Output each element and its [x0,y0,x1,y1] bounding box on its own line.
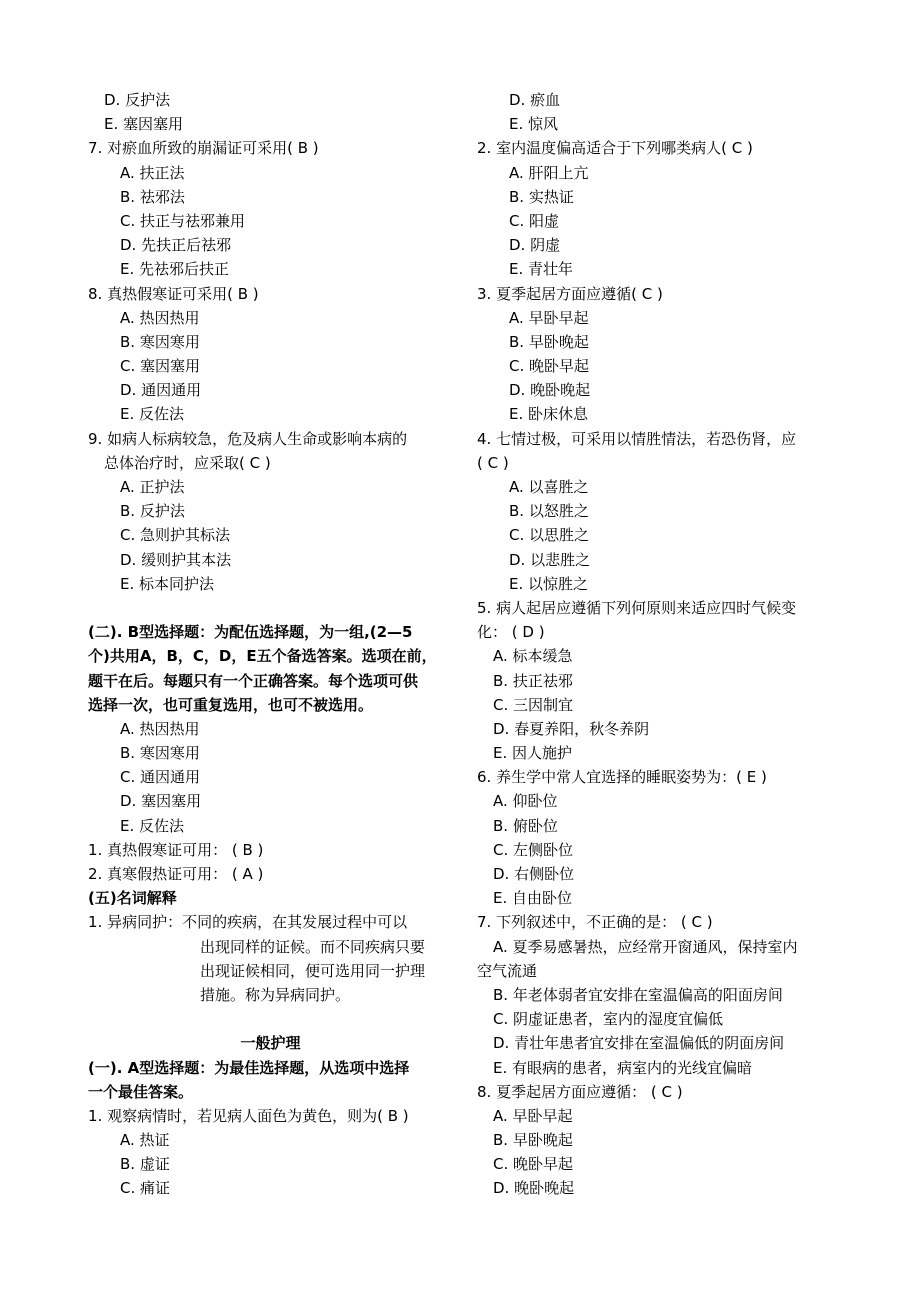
text-line: E. 塞因塞用 [104,115,184,134]
text-line: 6. 养生学中常人宜选择的睡眠姿势为：( E ) [477,768,767,787]
text-line: E. 自由卧位 [493,889,573,908]
text-line: 8. 夏季起居方面应遵循： ( C ) [477,1082,683,1101]
text-line: A. 标本缓急 [493,647,573,666]
text-line: A. 早卧早起 [509,308,589,327]
text-line: 8. 真热假寒证可采用( B ) [88,284,259,303]
text-line: C. 阴虚证患者，室内的湿度宜偏低 [493,1010,724,1029]
text-line: E. 标本同护法 [120,574,215,593]
text-line: C. 以思胜之 [509,526,590,545]
text-line: 1. 观察病情时，若见病人面色为黄色，则为( B ) [88,1106,409,1125]
text-line: E. 惊风 [509,115,559,134]
text-line: E. 卧床休息 [509,405,589,424]
text-line: (二). B型选择题：为配伍选择题，为一组,(2—5 [88,623,413,642]
text-line: (五)名词解释 [88,889,177,908]
text-line: E. 有眼病的患者，病室内的光线宜偏暗 [493,1058,753,1077]
text-line: C. 晚卧早起 [493,1155,574,1174]
text-line: B. 俯卧位 [493,816,558,835]
text-line: B. 扶正祛邪 [493,671,573,690]
text-line: B. 寒因寒用 [120,332,200,351]
text-line: C. 痛证 [120,1179,171,1198]
text-line: D. 晚卧晚起 [509,381,591,400]
text-line: E. 反佐法 [120,405,185,424]
text-line: 题干在后。每题只有一个正确答案。每个选项可供 [88,671,419,690]
text-line: E. 反佐法 [120,816,185,835]
text-line: 1. 异病同护：不同的疾病，在其发展过程中可以 [88,913,408,932]
text-line: C. 晚卧早起 [509,357,590,376]
text-line [88,596,453,620]
text-line: B. 实热证 [509,187,574,206]
text-line: D. 晚卧晚起 [493,1179,575,1198]
text-line: D. 反护法 [104,91,171,109]
text-line: A. 热因热用 [120,719,200,738]
text-line: B. 虚证 [120,1155,170,1174]
text-line: 出现同样的证候。而不同疾病只要 [200,937,426,956]
text-line: B. 反护法 [120,502,185,521]
text-line: 7. 下列叙述中，不正确的是： ( C ) [477,913,713,932]
text-line: 9. 如病人标病较急，危及病人生命或影响本病的 [88,429,408,448]
text-line: D. 以悲胜之 [509,550,591,569]
text-line: C. 三因制宜 [493,695,574,714]
text-line: C. 扶正与祛邪兼用 [120,211,246,230]
text-line: C. 急则护其标法 [120,526,231,545]
text-line: A. 热证 [120,1131,170,1150]
text-line [88,1007,453,1031]
text-line: 一般护理 [240,1034,301,1053]
text-line: A. 以喜胜之 [509,478,589,496]
text-line: C. 左侧卧位 [493,840,574,859]
text-line: B. 祛邪法 [120,187,185,206]
text-line: 空气流通 [477,961,538,980]
text-line: D. 塞因塞用 [120,792,202,811]
text-line: 化： ( D ) [477,623,545,642]
text-line: D. 春夏养阳，秋冬养阴 [493,719,650,738]
text-line: 7. 对瘀血所致的崩漏证可采用( B ) [88,139,319,158]
text-line: C. 阳虚 [509,211,560,230]
text-line: D. 先扶正后祛邪 [120,236,232,255]
text-line: C. 通因通用 [120,768,201,787]
text-line: B. 早卧晚起 [493,1131,573,1150]
text-line: D. 缓则护其本法 [120,550,232,569]
text-line: E. 以惊胜之 [509,574,589,593]
text-line: A. 热因热用 [120,308,200,327]
text-line: 2. 真寒假热证可用： ( A ) [88,865,264,883]
text-line: A. 早卧早起 [493,1106,573,1125]
text-line: B. 早卧晚起 [509,332,589,351]
text-line: B. 寒因寒用 [120,744,200,763]
text-line: D. 青壮年患者宜安排在室温偏低的阴面房间 [493,1034,785,1053]
text-line: 1. 真热假寒证可用： ( B ) [88,840,264,859]
text-line: E. 青壮年 [509,260,574,279]
text-line: 2. 室内温度偏高适合于下列哪类病人( C ) [477,139,753,158]
text-line: A. 仰卧位 [493,792,558,811]
text-line: A. 夏季易感暑热，应经常开窗通风，保持室内 [493,937,798,956]
text-line: 4. 七情过极，可采用以情胜情法，若恐伤肾，应 [477,429,797,448]
text-line: E. 先祛邪后扶正 [120,260,230,279]
text-line: 选择一次，也可重复选用，也可不被选用。 [88,695,374,714]
text-line: A. 正护法 [120,478,185,496]
text-line: D. 阴虚 [509,236,561,255]
text-line: E. 因人施护 [493,744,573,763]
text-line: (一). A型选择题：为最佳选择题，从选项中选择 [88,1058,410,1077]
right-column [477,88,842,1201]
text-line: C. 塞因塞用 [120,357,201,376]
text-line: ( C ) [477,453,509,472]
text-line: A. 肝阳上亢 [509,163,589,182]
text-line: 5. 病人起居应遵循下列何原则来适应四时气候变 [477,598,797,617]
text-line: D. 通因通用 [120,381,202,400]
text-line: A. 扶正法 [120,163,185,182]
text-line: 措施。称为异病同护。 [200,985,351,1004]
left-column [88,88,453,1201]
text-line: B. 年老体弱者宜安排在室温偏高的阳面房间 [493,985,783,1004]
text-line: 3. 夏季起居方面应遵循( C ) [477,284,663,303]
text-line: B. 以怒胜之 [509,502,589,521]
text-line: 个)共用A，B，C，D，E五个备选答案。选项在前， [88,647,437,666]
text-line: D. 右侧卧位 [493,865,575,883]
text-line: 出现证候相同，便可选用同一护理 [200,961,426,980]
text-line: D. 瘀血 [509,91,561,109]
text-line: 一个最佳答案。 [88,1082,194,1101]
text-line: 总体治疗时，应采取( C ) [104,453,271,472]
